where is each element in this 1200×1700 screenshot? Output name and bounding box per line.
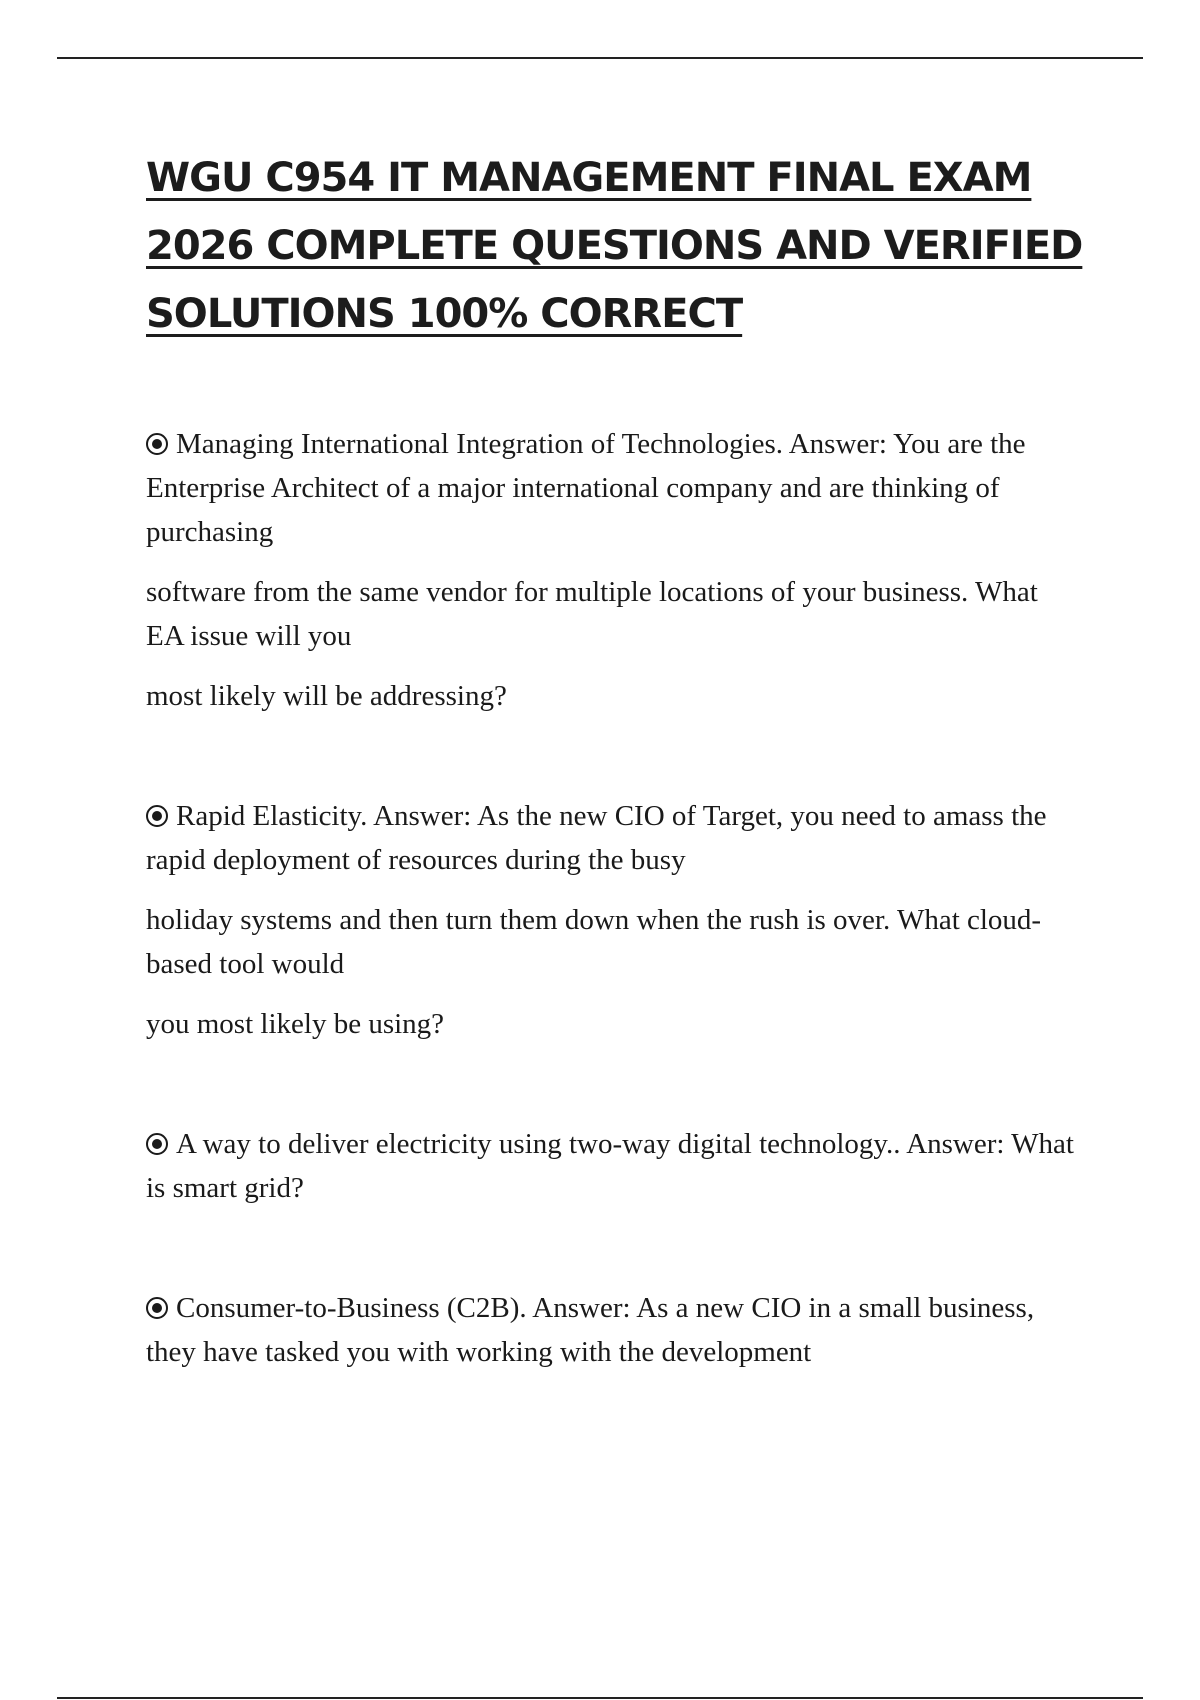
title-line-3: SOLUTIONS 100% CORRECT [146,291,743,337]
qa-list [146,422,1076,1374]
top-rule [57,57,1143,59]
radio-bullet-icon [146,1133,168,1155]
qa-paragraph [146,1122,1076,1210]
qa-paragraph: software from the same vendor for multiple locations of your business. What EA issue will you [146,576,1038,652]
qa-paragraph: you most likely be using? [146,1008,445,1040]
qa-paragraph: holiday systems and then turn them down when the rush is over. What cloud-based tool would [146,904,1042,980]
title-line-2: 2026 COMPLETE QUESTIONS AND VERIFIED [146,223,1083,269]
qa-text: Consumer-to-Business (C2B). Answer: As a new CIO in a small business, they have tasked you with working with the development [146,1292,1035,1368]
qa-paragraph: most likely will be addressing? [146,680,507,712]
qa-paragraph [146,1286,1076,1374]
document-title [146,144,1096,348]
qa-item [146,1286,1076,1374]
qa-item [146,1122,1076,1210]
radio-bullet-icon [146,1297,168,1319]
radio-bullet-icon [146,433,168,455]
title-line-1: WGU C954 IT MANAGEMENT FINAL EXAM [146,155,1032,201]
qa-text: A way to deliver electricity using two-way digital technology.. Answer: What is smart grid? [146,1128,1074,1204]
qa-item [146,794,1076,1046]
qa-item [146,422,1076,718]
bottom-rule [57,1697,1143,1699]
qa-text: Managing International Integration of Technologies. Answer: You are the Enterprise Architect of a major international company and are thinking of purchasing [146,428,1026,548]
qa-text: Rapid Elasticity. Answer: As the new CIO of Target, you need to amass the rapid deployment of resources during the busy [146,800,1047,876]
qa-paragraph [146,794,1076,882]
qa-paragraph [146,422,1076,554]
radio-bullet-icon [146,805,168,827]
